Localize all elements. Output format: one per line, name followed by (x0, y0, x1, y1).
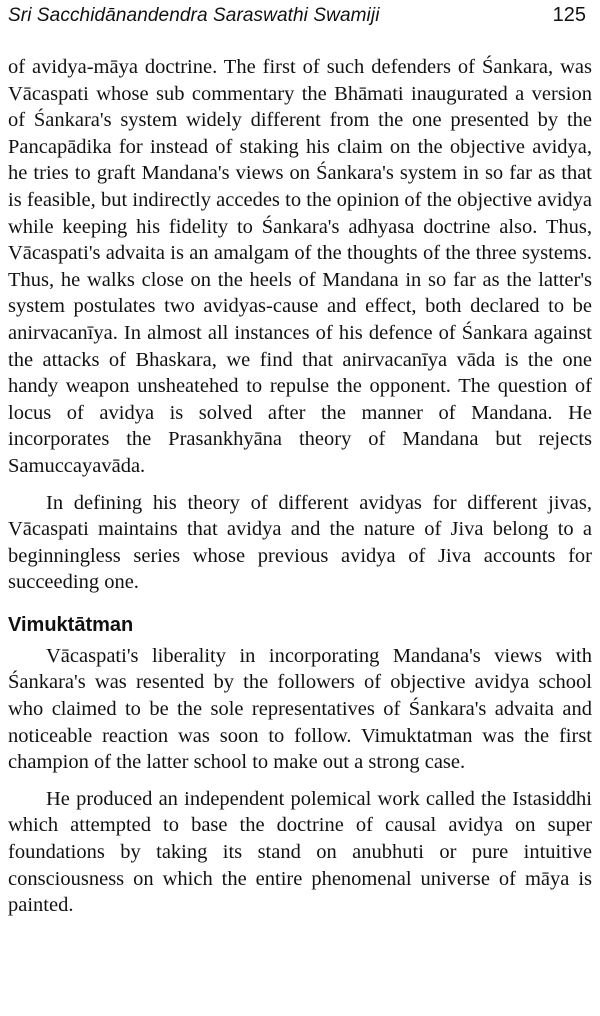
body-text (8, 54, 592, 919)
paragraph-1: of avidya-māya doctrine. The first of such defenders of Śankara, was Vācaspati whose sub commentary the Bhāmati inaugurated a version of Śankara's system widely different from the one presented by the Pancapādika for instead of staking his claim on the objective avidya, he tries to graft Mandana's views on Śankara's system in so far as that is feasible, but indirectly accedes to the opinion of the objective avidya while keeping his fidelity to Śankara's adhyasa doctrine also. Thus, Vācaspati's advaita is an amalgam of the thoughts of the three systems. Thus, he walks close on the heels of Mandana in so far as the latter's system postulates two avidyas-cause and effect, both declared to be anirvacanīya. In almost all instances of his defence of Śankara against the attacks of Bhaskara, we find that anirvacanīya vāda is the one handy weapon unsheatehed to repulse the opponent. The question of locus of avidya is solved after the manner of Mandana. He incorporates the Prasankhyāna theory of Mandana but rejects Samuccayavāda. (8, 56, 592, 477)
paragraph-4: He produced an independent polemical work called the Istasiddhi which attempted to base the doctrine of causal avidya on super foundations by taking its stand on anubhuti or pure intuitive consciousness on which the entire phenomenal universe of māya is painted. (8, 787, 592, 917)
paragraph-3: Vācaspati's liberality in incorporating Mandana's views with Śankara's was resented by the followers of objective avidya school who claimed to be the sole representatives of Śankara's advaita and noticeable reaction was soon to follow. Vimuktatman was the first champion of the latter school to make out a strong case. (8, 644, 592, 774)
page-number: 125 (552, 4, 586, 26)
section-heading: Vimuktātman (8, 613, 134, 636)
running-title: Sri Sacchidānandendra Saraswathi Swamiji (8, 5, 380, 26)
paragraph-2: In defining his theory of different avidyas for different jivas, Vācaspati maintains that avidya and the nature of Jiva belong to a beginningless series whose previous avidya of Jiva accounts for succeeding one. (8, 491, 592, 594)
running-header (8, 4, 592, 36)
